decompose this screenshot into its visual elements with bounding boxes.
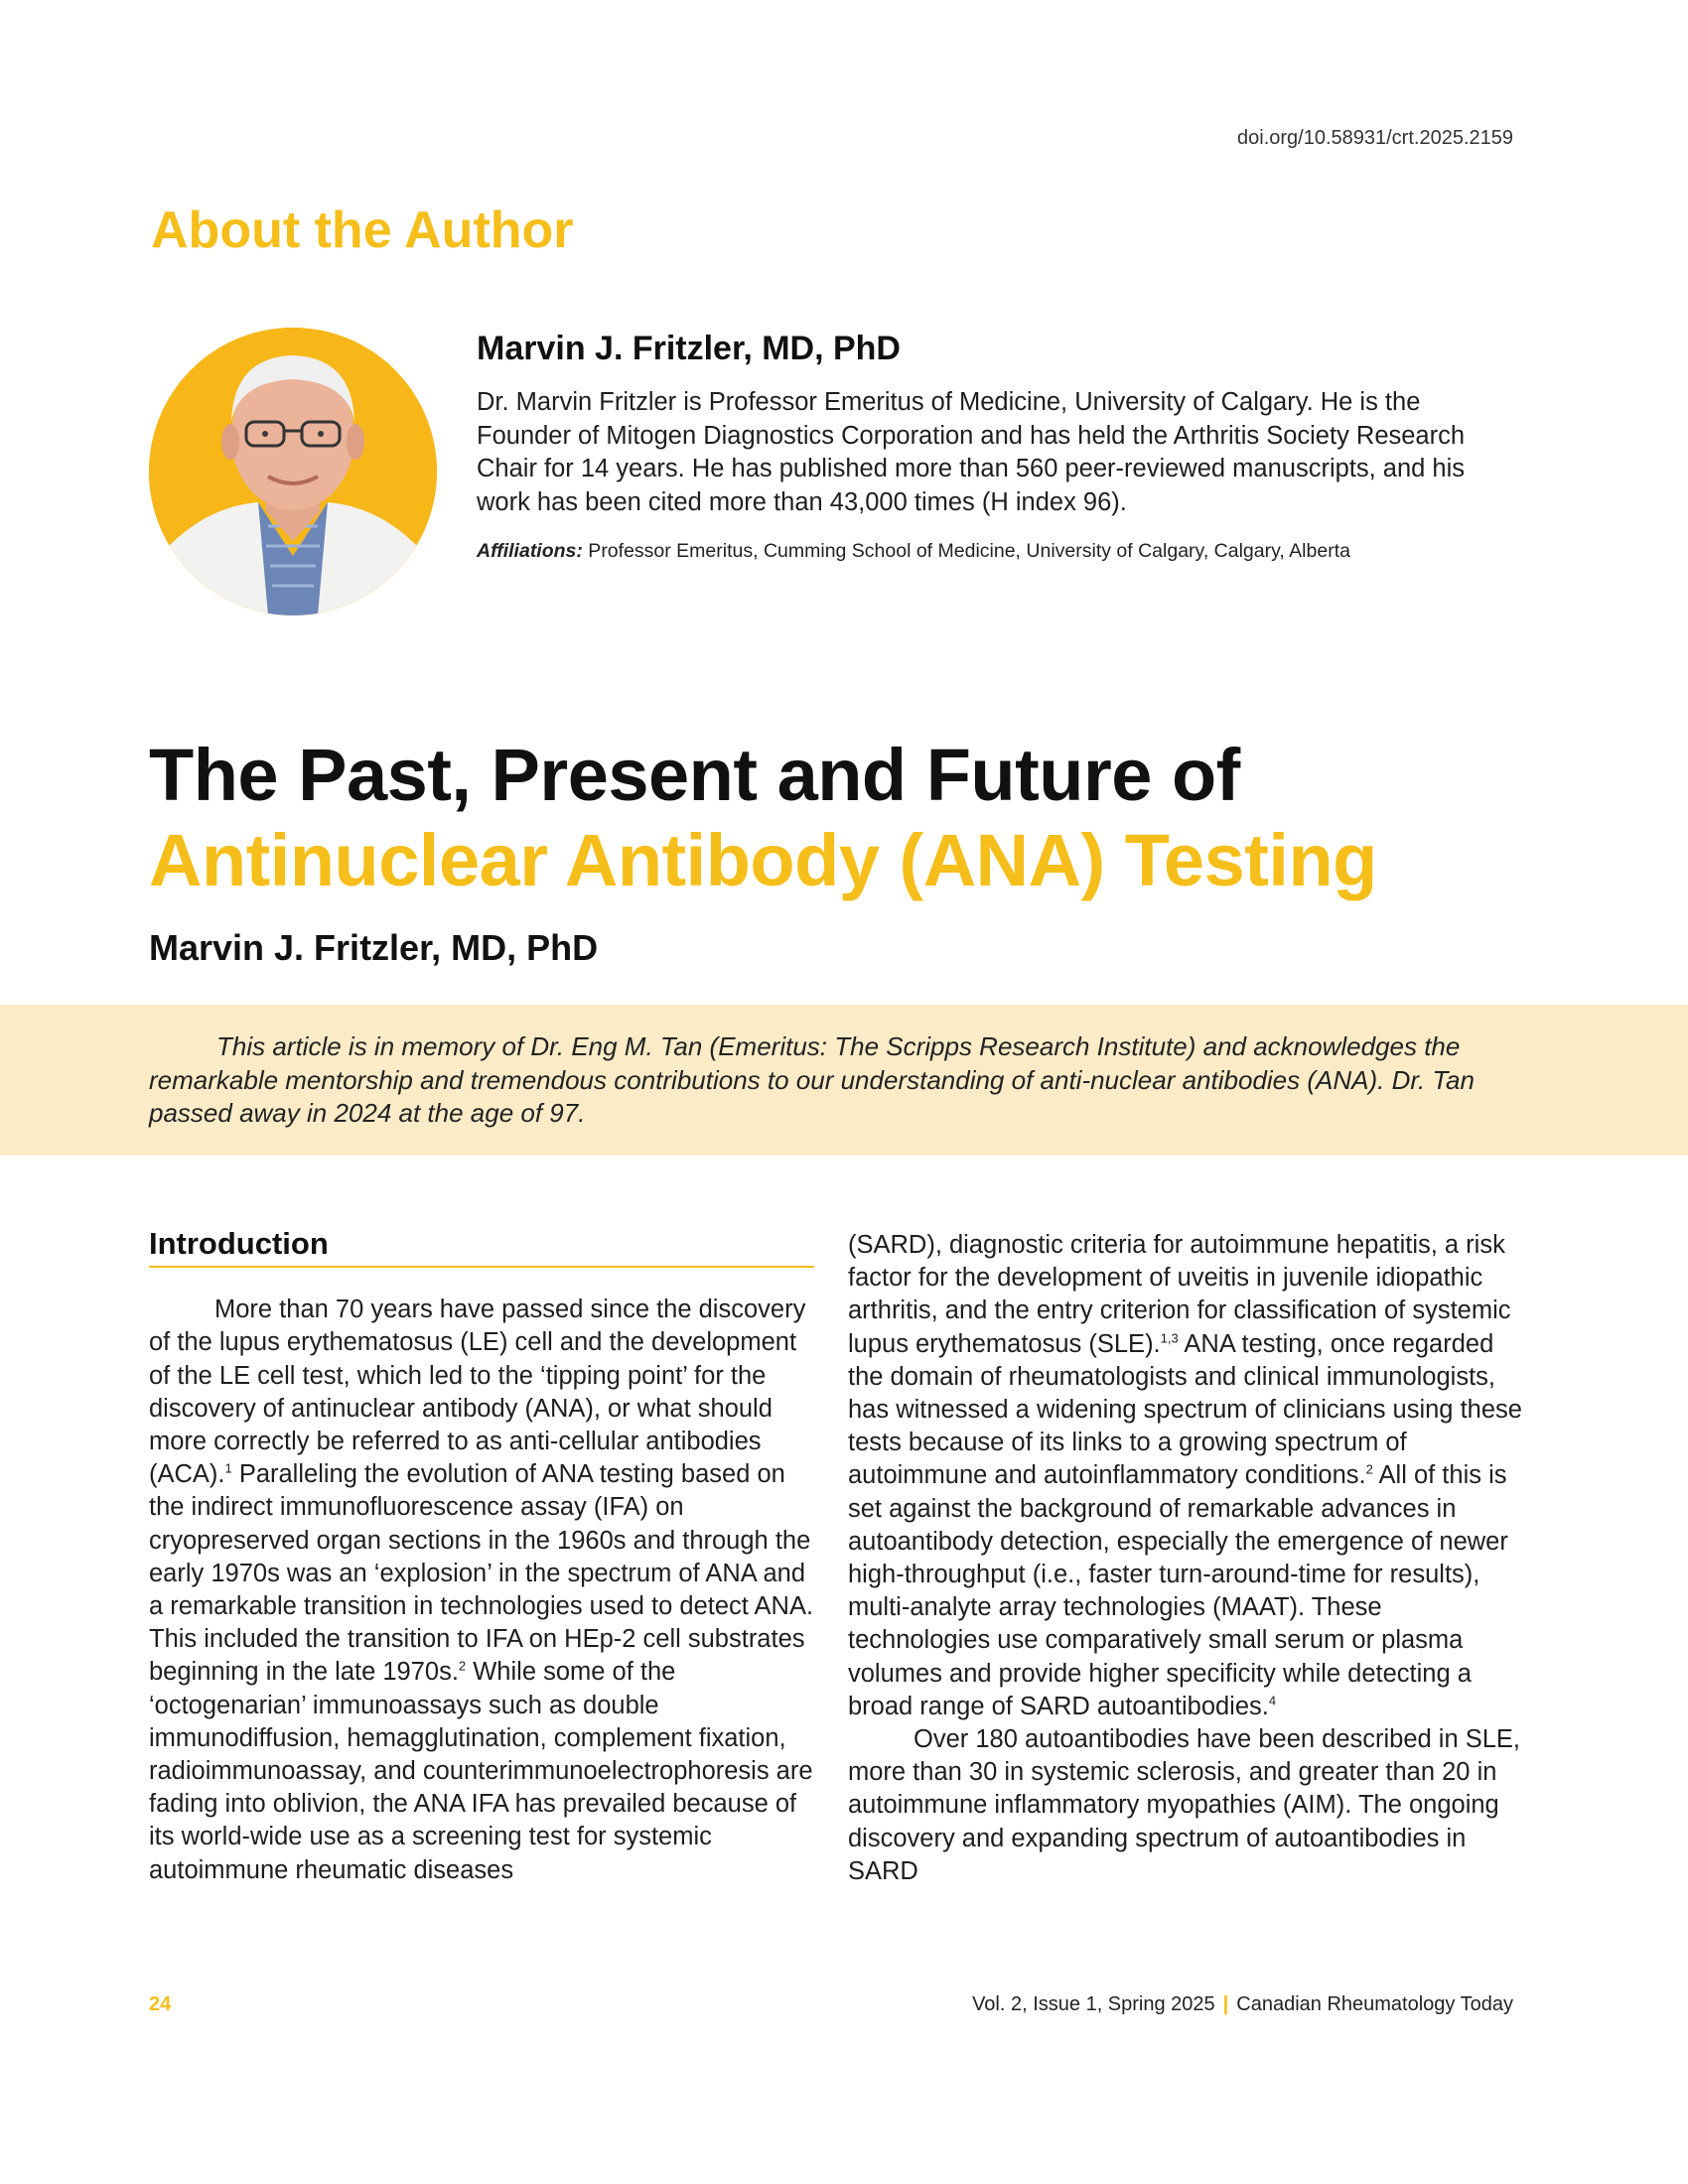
article-title-line2: Antinuclear Antibody (ANA) Testing (149, 819, 1377, 901)
intro-cont-text-b: ANA testing, once regarded the domain of rheumatologists and clinical immunologists, has witnessed a widening spectrum of clinicians using these tests because of its links to a growing spectrum of autoimmune and autoinflammatory conditions. (848, 1329, 1522, 1490)
article-byline: Marvin J. Fritzler, MD, PhD (149, 927, 599, 968)
citation-1-3: 1,3 (1160, 1330, 1179, 1346)
intro-cont-text-a: (SARD), diagnostic criteria for autoimmune hepatitis, a risk factor for the development of uveitis in juvenile idiopathic arthritis, and the entry criterion for classification of systemic lupus erythematosus (SLE). (848, 1231, 1511, 1358)
author-bio: Dr. Marvin Fritzler is Professor Emeritus of Medicine, University of Calgary. He is the Founder of Mitogen Diagnostics Corporation and has held the Arthritis Society Research Chair for 14 years. He has published more than 560 peer-reviewed manuscripts, and his work has been cited more than 43,000 times (H index 96). (477, 388, 1466, 516)
left-column (149, 1227, 814, 1887)
journal-name: Canadian Rheumatology Today (1236, 1993, 1513, 2015)
footer-separator: | (1222, 1993, 1229, 2015)
citation-4: 4 (1268, 1693, 1277, 1708)
introduction-heading: Introduction (149, 1227, 814, 1268)
intro-p1-text-a: More than 70 years have passed since the discovery of the lupus erythematosus (LE) cell and the development of the LE cell test, which led to the ‘tipping point’ for the discovery of antinuclear antibody (ANA), or what should more correctly be referred to as anti-cellular antibodies (ACA). (149, 1296, 806, 1489)
article-title (149, 733, 1559, 903)
about-author-heading: About the Author (151, 202, 574, 259)
intro-p1-text-c: While some of the ‘octogenarian’ immunoassays such as double immunodiffusion, hemagglutination, complement fixation, radioimmunoassay, and counterimmunoelectrophoresis are fading into oblivion, the ANA IFA has prevailed because of its world-wide use as a screening test for systemic autoimmune rheumatic diseases (149, 1658, 813, 1884)
footer-issue-info (972, 1993, 1513, 2016)
citation-1: 1 (224, 1460, 232, 1476)
citation-2: 2 (458, 1658, 467, 1674)
memorial-text: This article is in memory of Dr. Eng M. Tan (Emeritus: The Scripps Research Institute) and acknowledges the remarkable mentorship and tremendous contributions to our understanding of anti-nuclear antibodies (ANA). Dr. Tan passed away in 2024 at the age of 97. (149, 1031, 1475, 1128)
issue-label: Vol. 2, Issue 1, Spring 2025 (972, 1993, 1215, 2015)
author-affiliations (477, 537, 1479, 566)
page-number: 24 (149, 1993, 172, 2015)
affiliations-label: Affiliations: (477, 540, 583, 562)
intro-p1-text-b: Paralleling the evolution of ANA testing based on the indirect immunofluorescence assay (IFA) on cryopreserved organ sections in the 1960s and through the early 1970s was an ‘explosion’ in the spectrum of ANA and a remarkable transition in technologies used to detect ANA. This included the transition to IFA on HEp-2 cell substrates beginning in the late 1970s. (149, 1460, 814, 1687)
author-info (477, 330, 1479, 566)
author-photo (149, 328, 437, 615)
citation-2b: 2 (1365, 1461, 1373, 1477)
intro-paragraph-1-continued (848, 1229, 1523, 1723)
memorial-banner (0, 1005, 1688, 1156)
affiliations-text: Professor Emeritus, Cumming School of Medicine, University of Calgary, Calgary, Alberta (582, 540, 1350, 562)
right-column (848, 1229, 1523, 1888)
author-name: Marvin J. Fritzler, MD, PhD (477, 330, 901, 367)
doi-link[interactable]: doi.org/10.58931/crt.2025.2159 (1237, 127, 1513, 149)
intro-cont-text-c: All of this is set against the background of remarkable advances in autoantibody detection, especially the emergence of newer high-throughput (i.e., faster turn-around-time for results), multi-analyte array technologies (MAAT). These technologies use comparatively small serum or plasma volumes and provide higher specificity while detecting a broad range of SARD autoantibodies. (848, 1461, 1508, 1720)
intro-paragraph-1 (149, 1294, 814, 1887)
article-title-line1: The Past, Present and Future of (149, 734, 1240, 816)
intro-paragraph-2: Over 180 autoantibodies have been described in SLE, more than 30 in systemic sclerosis, and greater than 20 in autoimmune inflammatory myopathies (AIM). The ongoing discovery and expanding spectrum of autoantibodies in SARD (848, 1725, 1521, 1885)
